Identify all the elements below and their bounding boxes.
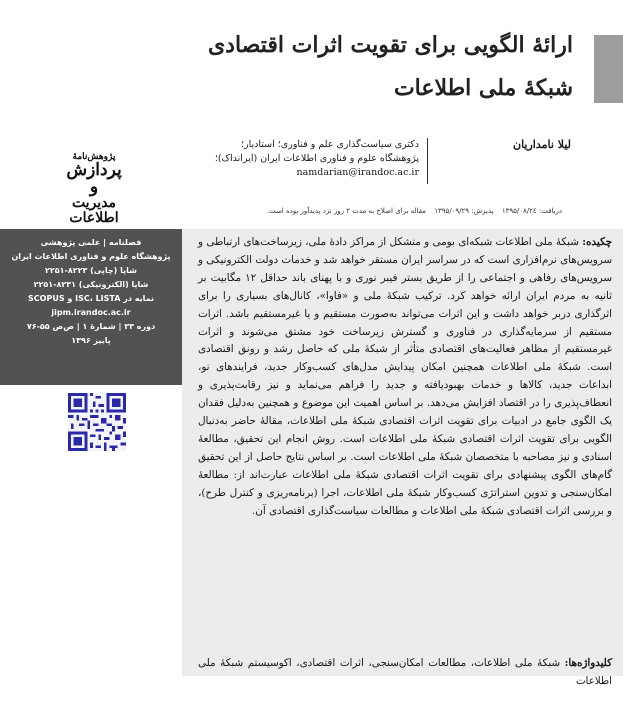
logo-line2: پردازش و — [66, 160, 122, 197]
keywords-text: شبکهٔ ملی اطلاعات، مطالعات امکان‌سنجی، اثرات اقتصادی، اکوسیستم شبکهٔ ملی اطلاعات — [198, 657, 612, 687]
header-gray-tab — [594, 35, 623, 103]
author-divider — [427, 138, 428, 184]
accepted-date: پذیرش: ۱۳۹۵/۰۹/۲۹ — [434, 207, 494, 215]
keywords-label: کلیدواژه‌ها: — [564, 657, 612, 669]
received-date: دریافت: ۱۳۹۵/۰۸/۲٤ — [501, 207, 562, 215]
journal-logo — [66, 152, 122, 226]
abstract-paragraph — [198, 234, 612, 521]
journal-issn-print: شاپا (چاپی) ۸۲۲۳-۲۲۵۱ — [44, 266, 138, 275]
journal-volume: دوره ۳۳ | شمارهٔ ۱ | ص‌ص ۵۵-۷۶ — [26, 322, 156, 331]
author-affiliation — [179, 138, 419, 180]
revision-note: مقاله برای اصلاح به مدت ۲ روز نزد پدیدآور بوده است. — [266, 207, 426, 215]
journal-publisher: پژوهشگاه علوم و فناوری اطلاعات ایران — [11, 252, 171, 261]
article-title-line2: شبکهٔ ملی اطلاعات — [393, 75, 573, 101]
logo-line4: اطلاعات — [69, 210, 119, 226]
abstract-text: شبکهٔ ملی اطلاعات شبکه‌ای بومی و متشکل از مراکز دادهٔ ملی، زیرساخت‌های ارتباطی و سرویس‌های نرم‌افزاری است که در سراسر ایران مستقر خواهد شد و خدمات دولت الکترونیکی و سرویس‌های رفاهی و اجتماعی را از طریق بستر فیبر نوری و با پهنای باند حداقل ۱۲ مگابیت بر ثانیه به مردم ایران ارائه خواهد کرد. ترکیب شبکهٔ ملی و «فاوا»، کانال‌های بسیاری را برای اثرگذاری دربر خواهد داشت و این اثرات می‌تواند به‌صورت مستقیم و یا غیرمستقیم باشد. اثرات مستقیم از سرمایه‌گذاری در فناوری و گسترش زیرساخت خود مشتق می‌شوند و اثرات غیرمستقیم از مظاهر فعالیت‌های اقتصادی متأثر از شبکهٔ ملی که حاصل رشد و رونق اقتصادی است. شبکهٔ ملی اطلاعات همچنین امکان پیدایش مدل‌های کسب‌وکار جدید، فرایندهای نو، ابداعات جدید، کالاها و خدمات بهبودیافته و جدید را فراهم می‌نماید و نیز رقابت‌پذیری و انعطاف‌پذیری را در اقتصاد افزایش می‌دهد. بر اساس اهمیت این موضوع و همچنین به‌دلیل فقدان یک الگوی جامع در ادبیات برای تقویت اثرات اقتصادی شبکهٔ ملی اطلاعات، مقالهٔ حاضر به‌دنبال الگویی برای تقویت اثرات اقتصادی شبکهٔ ملی اطلاعات است. روش انجام این تحقیق، مطالعهٔ اسنادی و نیز مصاحبه با متخصصان شبکهٔ ملی اطلاعات است. بر اساس نتایج حاصل از این تحقیق گام‌های الگوی پیشنهادی برای تقویت اثرات اقتصادی شبکهٔ ملی اطلاعات عبارت‌اند از: مطالعهٔ امکان‌سنجی و تدوین استراتژی کسب‌وکار شبکهٔ ملی اطلاعات، اجرا (برنامه‌ریزی و کنترل طرح)، و بررسی اثرات اقتصادی شبکهٔ ملی اطلاعات و مطالعات سیاست‌گذاری اقتصادی آن. — [198, 236, 612, 517]
abstract-label: چکیده: — [582, 236, 612, 248]
author-name: لیلا نامداریان — [512, 138, 571, 151]
affiliation-line1: دکتری سیاست‌گذاری علم و فناوری؛ استادیار؛ — [241, 139, 419, 150]
logo-line1: پژوهش‌نامهٔ — [72, 152, 116, 162]
keywords-paragraph — [198, 654, 612, 690]
journal-season: پاییز ۱۳۹۶ — [71, 336, 111, 345]
journal-issn-online: شاپا (الکترونیکی) ۸۲۳۱-۲۲۵۱ — [33, 280, 149, 289]
journal-info-box — [0, 229, 182, 385]
article-title-line1: ارائهٔ الگویی برای تقویت اثرات اقتصادی — [207, 32, 573, 58]
qr-code-icon[interactable] — [68, 393, 126, 451]
journal-type: فصلنامه | علمی پژوهشی — [40, 238, 142, 247]
affiliation-line2: پژوهشگاه علوم و فناوری اطلاعات ایران (ایرانداک)؛ — [214, 153, 419, 164]
author-email[interactable]: namdarian@irandoc.ac.ir — [296, 167, 419, 178]
dates-line — [208, 207, 562, 229]
journal-url[interactable]: jipm.irandoc.ac.ir — [51, 308, 131, 317]
logo-line3: مدیریت — [71, 195, 117, 211]
journal-indexing: نمایه در ISC، LISTA و SCOPUS — [28, 294, 154, 303]
